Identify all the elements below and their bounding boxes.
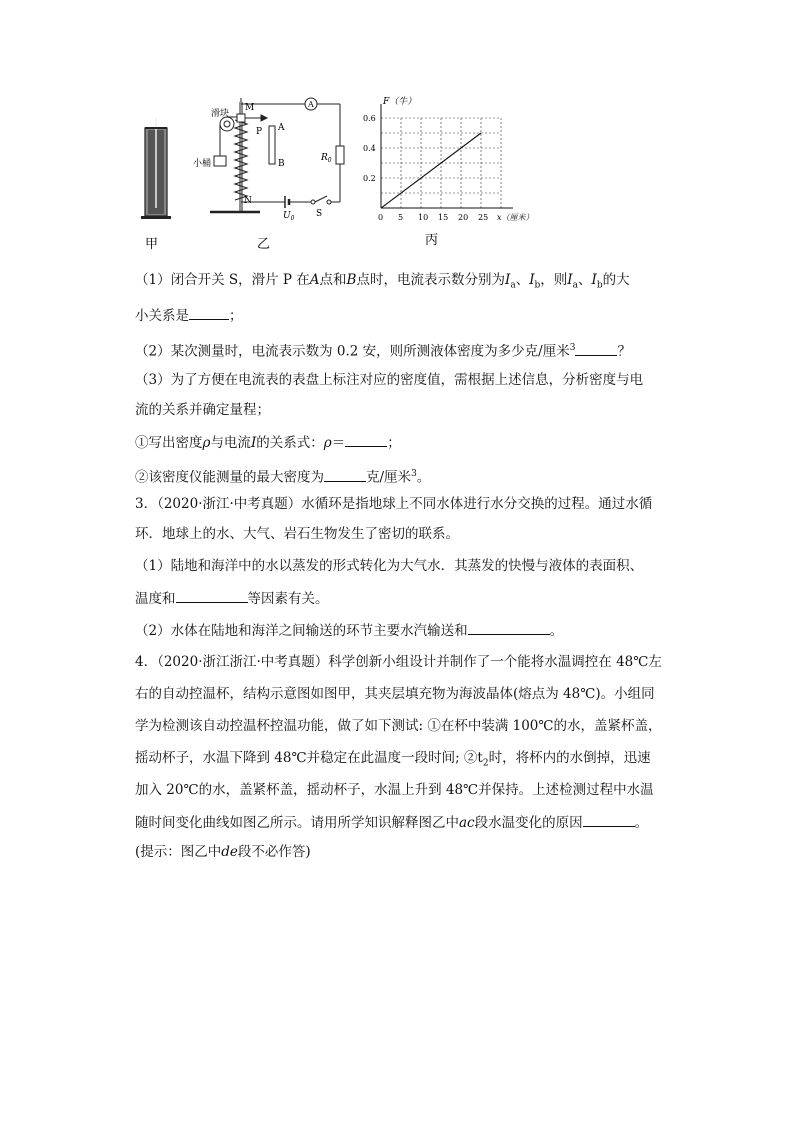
q3-line5 [135,620,563,641]
q4-text: 。 [634,815,649,831]
q2-part1-line2 [135,305,243,326]
q2-text: ； [229,308,243,324]
label-P: P [256,127,263,137]
q3-line2 [135,524,459,544]
current-Ib: I [591,272,597,288]
current-Ia-sub: a [510,280,516,291]
series-line [381,133,481,208]
label-slider: 滑块 [211,109,230,119]
answer-blank[interactable] [189,305,229,320]
answer-blank[interactable] [468,620,550,635]
y-tick-label: 0.2 [363,174,376,183]
segment-de: de [221,844,238,860]
current-Ib-sub: b [534,280,541,291]
q2-text: ，则 [540,272,568,288]
label-A: A [278,123,285,133]
q4-text: 随时间变化曲线如图乙所示。请用所学知识解释图乙中 [135,815,459,831]
q4-text: 摇动杯子，水温下降到 48℃并稳定在此温度一段时间; ②t [135,750,483,766]
q3-line3 [135,556,643,576]
q2-part3-line2 [135,400,270,420]
label-M: M [245,103,255,113]
answer-blank[interactable] [176,588,248,603]
q2-text: 、 [515,272,530,288]
x-tick-label: 5 [398,213,404,222]
q2-text: 。 [416,469,431,486]
q2-text: ＝ [331,435,346,451]
label-bucket: 小桶 [193,159,212,169]
current-Ia: I [504,272,511,288]
q4-line1 [135,652,662,672]
q2-text: （3）为了方便在电流表的表盘上标注对应的密度值，需根据上述信息，分析密度与电 [135,372,644,388]
q2-sub1 [135,432,401,453]
q3-text: （1）陆地和海洋中的水以蒸发的形式转化为大气水．其蒸发的快慢与液体的表面积、 [135,558,644,574]
label-U0: $U_0$ [283,211,295,222]
answer-blank[interactable] [345,432,387,447]
q2-text: （1）闭合开关 S，滑片 P 在 [135,272,310,288]
unit-superscript: 3 [411,469,417,479]
q3-text: （2）水体在陆地和海洋之间输送的环节主要水汽输送和 [135,623,468,639]
q4-line4 [135,748,651,774]
q3-text: 温度和 [135,591,176,607]
rho-symbol: ρ [323,435,332,451]
q4-text: 加入 20℃的水，盖紧杯盖，摇动杯子，水温上升到 48℃并保持。上述检测过程中水温 [135,782,654,798]
y-tick-label: 0.4 [363,144,376,153]
rho-symbol: ρ [202,435,211,451]
answer-blank[interactable] [324,467,366,482]
label-jia: 甲 [145,237,159,252]
x-tick-label: 25 [478,213,489,222]
q3-text: 3．（2020·浙江·中考真题）水循环是指地球上不同水体进行水分交换的过程。通过水循 [135,496,653,512]
x-tick-label: 10 [418,213,429,222]
x-tick-label: 0 [378,213,384,222]
q2-text: 与电流 [210,435,251,451]
q4-line2 [135,684,655,704]
label-S: S [316,209,323,219]
label-B: B [278,159,285,169]
point-b: B [346,272,357,288]
t2-subscript: 2 [482,758,489,769]
point-a: A [309,272,320,288]
q2-text: 流的关系并确定量程； [135,402,270,418]
q2-text: 小关系是 [135,308,189,324]
q2-text: ？ [617,343,631,360]
q2-text: 克/厘米 [366,469,412,486]
q4-text: 段不必作答) [237,844,311,860]
label-N: N [244,196,252,206]
q2-sub2 [135,464,430,488]
force-displacement-chart [363,96,534,222]
q3-line1 [135,494,652,514]
q2-text: 的大 [602,272,630,288]
q2-text: 、 [578,272,592,288]
q2-text: ②该密度仪能测量的最大密度为 [135,469,324,486]
q3-text: 。 [549,623,564,639]
segment-ac: ac [459,815,475,831]
q2-text: ； [387,435,401,451]
q4-line6 [135,812,648,833]
current-Ib: I [529,272,535,288]
q2-text: 点和 [319,272,347,288]
unit-superscript: 3 [569,343,576,353]
q2-part3-line1 [135,370,643,390]
answer-blank[interactable] [575,341,617,356]
q4-line3 [135,716,662,736]
q4-text: 段水温变化的原因 [474,815,583,831]
q4-line5 [135,780,654,800]
y-tick-label: 0.6 [363,114,376,123]
cylinder-figure [141,118,171,219]
label-bing: 丙 [425,233,439,248]
x-tick-label: 15 [438,213,449,222]
label-ammeter: A [308,100,314,109]
y-axis-label: F（牛） [383,97,417,107]
q3-text: 等因素有关。 [247,591,329,607]
current-Ia: I [567,272,573,288]
answer-blank[interactable] [583,812,635,827]
experiment-figure [135,90,534,255]
q4-line7 [135,842,311,862]
q2-text: 的关系式： [256,435,324,451]
label-R0: $R_0$ [321,153,332,164]
q2-text: 点时，电流表示数分别为 [356,272,505,288]
q4-text: 时，将杯内的水倒掉，迅速 [488,750,651,766]
q3-line4 [135,588,329,609]
q4-text: 右的自动控温杯，结构示意图如图甲，其夹层填充物为海波晶体(熔点为 48℃)。小组同 [135,686,655,702]
q4-text: 4．（2020·浙江浙江·中考真题）科学创新小组设计并制作了一个能将水温调控在 48℃左 [135,654,662,670]
q2-text: ①写出密度 [135,435,203,451]
q2-part2 [135,338,631,362]
q3-text: 环．地球上的水、大气、岩石生物发生了密切的联系。 [135,526,459,542]
current-Ia-sub: a [572,280,579,291]
q2-part1-line1 [135,270,630,296]
q4-text: (提示：图乙中 [135,844,222,860]
current-Ib-sub: b [596,280,603,291]
x-tick-label: 20 [458,213,469,222]
label-yi: 乙 [257,237,271,252]
q2-text: （2）某次测量时，电流表示数为 0.2 安，则所测液体密度为多少克/厘米 [135,343,570,360]
x-axis-label: x（厘米） [497,213,534,222]
current-symbol: I [250,435,257,451]
q4-text: 学为检测该自动控温杯控温功能，做了如下测试: ①在杯中装满 100℃的水，盖紧杯盖， [135,718,662,734]
